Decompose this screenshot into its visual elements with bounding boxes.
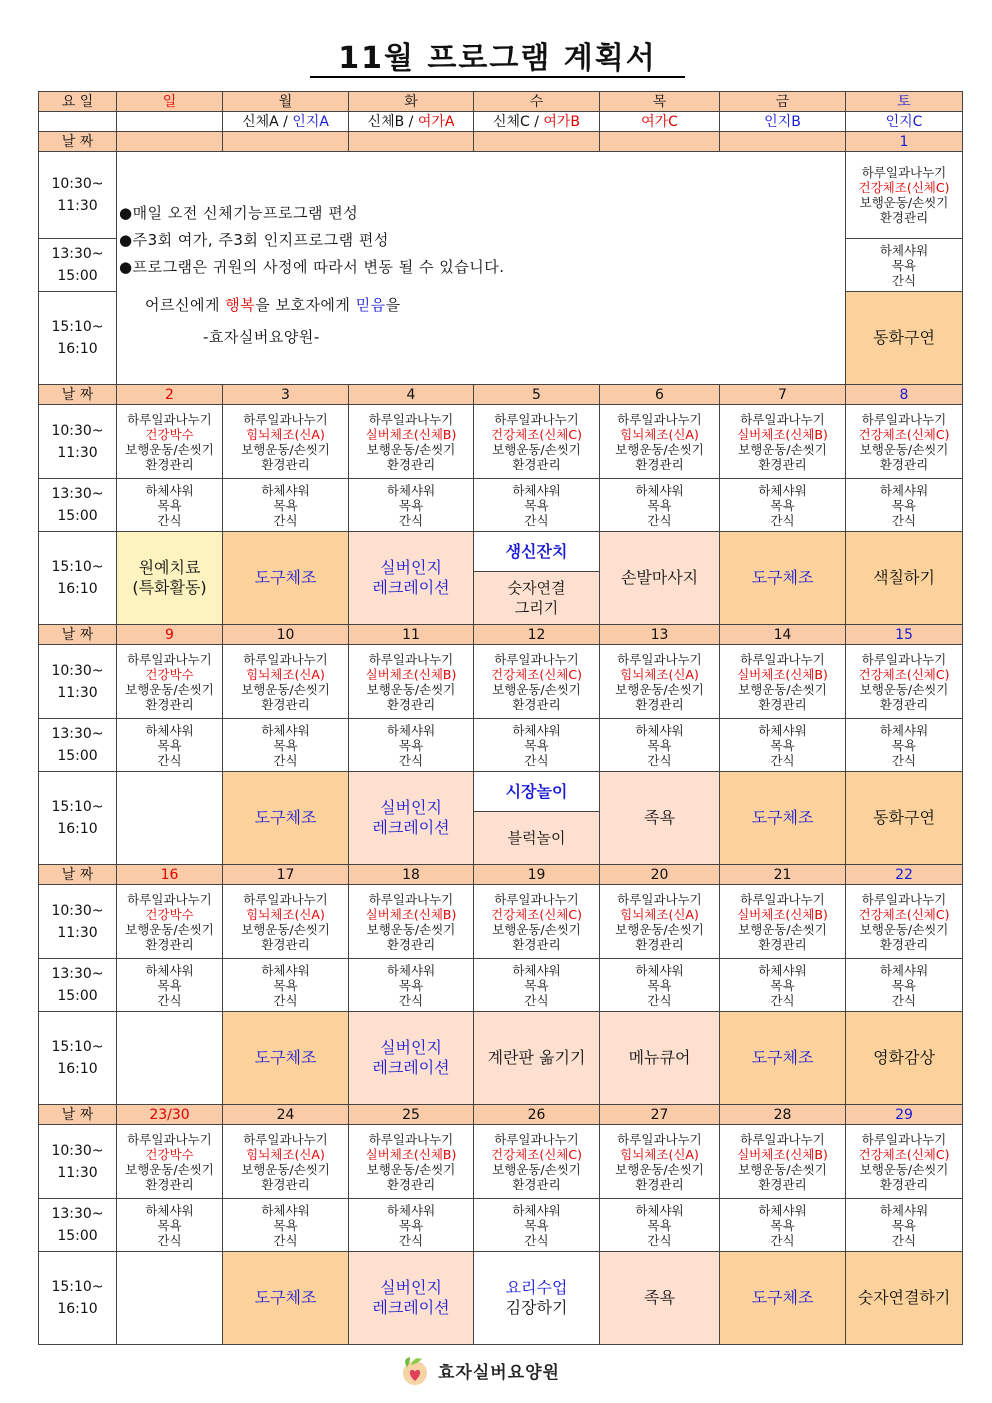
footer-name: 효자실버요양원 [438, 1362, 560, 1383]
notice-box [117, 152, 846, 385]
day-fri: 금 [720, 92, 846, 112]
week2-mid-row: 13:30~ 15:00 하체샤워 목욕 간식 하체샤워 목욕 간식 하체샤워 목욕 간식 하체샤워 목욕 간식 하체샤워 목욕 간식 하체샤워 목욕 간식 하체샤워 목욕 간식 [39, 719, 963, 772]
week3-am-row: 10:30~ 11:30 하루일과나누기 건강박수 보행운동/손씻기 환경관리 하루일과나누기 힘뇌체조(신A) 보행운동/손씻기 환경관리 하루일과나누기 실버체조(신체B) 보행운동/손씻기 환경관리 하루일과나누기 건강체조(신체C) 보행운동/손씻기 환경관리 하루일과나누기 힘뇌체조(신A) 보행운동/손씻기 환경관리 하루일과나누기 실버체조(신체B) 보행운동/손씻기 환경관리 하루일과나누기 건강체조(신체C) 보행운동/손씻기 환경관리 [39, 885, 963, 959]
notice-motto: 어르신에게 행복을 보호자에게 믿음을 [145, 296, 401, 314]
notice-line: ●주3회 여가, 주3회 인지프로그램 편성 [119, 231, 389, 249]
time-am: 10:30~ 11:30 [39, 152, 117, 239]
cat-fri: 인지B [720, 112, 846, 132]
am-cell: 하루일과나누기 건강체조(신체C) 보행운동/손씻기 환경관리 [846, 152, 963, 239]
cat-wed: 신체C / 여가B [474, 112, 600, 132]
date-1: 1 [846, 132, 963, 152]
week4-mid-row: 13:30~ 15:00 하체샤워 목욕 간식 하체샤워 목욕 간식 하체샤워 목욕 간식 하체샤워 목욕 간식 하체샤워 목욕 간식 하체샤워 목욕 간식 하체샤워 목욕 간식 [39, 1199, 963, 1252]
cat-tue: 신체B / 여가A [349, 112, 474, 132]
week2-date-row: 날 짜 9 10 11 12 13 14 15 [39, 625, 963, 645]
notice-line: ●매일 오전 신체기능프로그램 편성 [119, 204, 359, 222]
category-row [39, 112, 963, 132]
week1-pm-row: 15:10~ 16:10 원예치료 (특화활동) 도구체조 실버인지 레크레이션 생신잔치 숫자연결 그리기 손발마사지 도구체조 색칠하기 [39, 532, 963, 625]
date-label: 날 짜 [39, 132, 117, 152]
footer [398, 1352, 560, 1388]
week4-pm-row: 15:10~ 16:10 도구체조 실버인지 레크레이션 요리수업 김장하기 족욕 도구체조 숫자연결하기 [39, 1252, 963, 1345]
week3-date-row: 날 짜 16 17 18 19 20 21 22 [39, 865, 963, 885]
logo-icon [398, 1353, 430, 1387]
yoil-label: 요 일 [39, 92, 117, 112]
mid-cell: 하체샤워 목욕 간식 [846, 239, 963, 292]
week4-am-row: 10:30~ 11:30 하루일과나누기 건강박수 보행운동/손씻기 환경관리 하루일과나누기 힘뇌체조(신A) 보행운동/손씻기 환경관리 하루일과나누기 실버체조(신체B) 보행운동/손씻기 환경관리 하루일과나누기 건강체조(신체C) 보행운동/손씻기 환경관리 하루일과나누기 힘뇌체조(신A) 보행운동/손씻기 환경관리 하루일과나누기 실버체조(신체B) 보행운동/손씻기 환경관리 하루일과나누기 건강체조(신체C) 보행운동/손씻기 환경관리 [39, 1125, 963, 1199]
day-sat: 토 [846, 92, 963, 112]
day-wed: 수 [474, 92, 600, 112]
cat-mon: 신체A / 인지A [223, 112, 349, 132]
cat-thu: 여가C [600, 112, 720, 132]
day-tue: 화 [349, 92, 474, 112]
day-mon: 월 [223, 92, 349, 112]
schedule-table [38, 91, 963, 1345]
week1-mid-row: 13:30~ 15:00 하체샤워 목욕 간식 하체샤워 목욕 간식 하체샤워 목욕 간식 하체샤워 목욕 간식 하체샤워 목욕 간식 하체샤워 목욕 간식 하체샤워 목욕 간식 [39, 479, 963, 532]
week2-am-row: 10:30~ 11:30 하루일과나누기 건강박수 보행운동/손씻기 환경관리 하루일과나누기 힘뇌체조(신A) 보행운동/손씻기 환경관리 하루일과나누기 실버체조(신체B) 보행운동/손씻기 환경관리 하루일과나누기 건강체조(신체C) 보행운동/손씻기 환경관리 하루일과나누기 힘뇌체조(신A) 보행운동/손씻기 환경관리 하루일과나누기 실버체조(신체B) 보행운동/손씻기 환경관리 하루일과나누기 건강체조(신체C) 보행운동/손씻기 환경관리 [39, 645, 963, 719]
week1-date-row: 날 짜 2 3 4 5 6 7 8 [39, 385, 963, 405]
day-header-row [39, 92, 963, 112]
time-pm: 15:10~ 16:10 [39, 292, 117, 385]
week0-am-row [39, 152, 963, 239]
cat-sat: 인지C [846, 112, 963, 132]
day-sun: 일 [117, 92, 223, 112]
week0-date-row [39, 132, 963, 152]
time-mid: 13:30~ 15:00 [39, 239, 117, 292]
notice-signature: -효자실버요양원- [203, 328, 320, 346]
week3-mid-row: 13:30~ 15:00 하체샤워 목욕 간식 하체샤워 목욕 간식 하체샤워 목욕 간식 하체샤워 목욕 간식 하체샤워 목욕 간식 하체샤워 목욕 간식 하체샤워 목욕 간식 [39, 959, 963, 1012]
week1-am-row: 10:30~ 11:30 하루일과나누기 건강박수 보행운동/손씻기 환경관리 하루일과나누기 힘뇌체조(신A) 보행운동/손씻기 환경관리 하루일과나누기 실버체조(신체B) 보행운동/손씻기 환경관리 하루일과나누기 건강체조(신체C) 보행운동/손씻기 환경관리 하루일과나누기 힘뇌체조(신A) 보행운동/손씻기 환경관리 하루일과나누기 실버체조(신체B) 보행운동/손씻기 환경관리 하루일과나누기 건강체조(신체C) 보행운동/손씻기 환경관리 [39, 405, 963, 479]
notice-line: ●프로그램은 귀원의 사정에 따라서 변동 될 수 있습니다. [119, 258, 505, 276]
week4-date-row: 날 짜 23/30 24 25 26 27 28 29 [39, 1105, 963, 1125]
week2-pm-row: 15:10~ 16:10 도구체조 실버인지 레크레이션 시장놀이 블럭놀이 족욕 도구체조 동화구연 [39, 772, 963, 865]
pm-cell: 동화구연 [846, 292, 963, 385]
day-thu: 목 [600, 92, 720, 112]
week3-pm-row: 15:10~ 16:10 도구체조 실버인지 레크레이션 계란판 옮기기 메뉴큐어 도구체조 영화감상 [39, 1012, 963, 1105]
page-title: 11월 프로그램 계획서 [310, 42, 685, 78]
